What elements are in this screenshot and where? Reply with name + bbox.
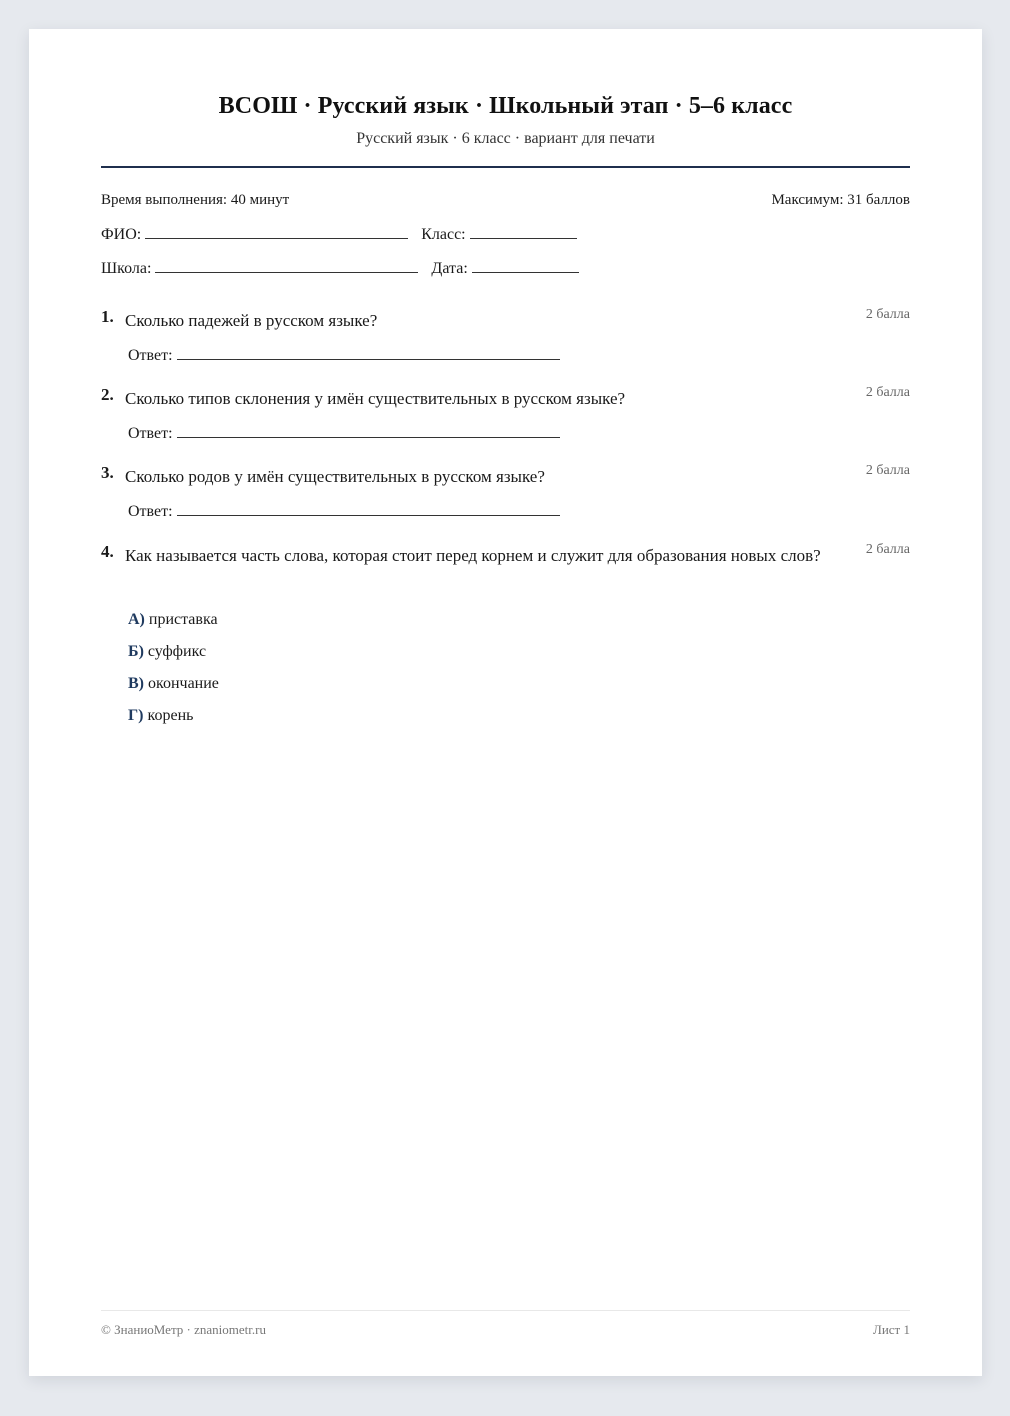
question-text: Сколько падежей в русском языке? (125, 311, 378, 330)
answer-field-3[interactable] (177, 501, 560, 516)
option-text: суффикс (147, 643, 207, 660)
question-points: 2 балла (865, 307, 910, 322)
fio-label: ФИО: (101, 226, 142, 243)
answer-row-1 (128, 345, 560, 365)
option-d[interactable] (128, 707, 193, 725)
footer-sheet-number: Лист 1 (873, 1322, 910, 1337)
date-label: Дата: (431, 260, 468, 277)
page-subtitle: Русский язык · 6 класс · вариант для печати (356, 130, 655, 147)
question-number: 4. (101, 542, 114, 561)
school-field[interactable] (155, 258, 418, 273)
option-a[interactable] (128, 611, 218, 629)
question-number: 1. (101, 307, 114, 326)
question-points: 2 балла (865, 385, 910, 400)
question-number: 3. (101, 463, 114, 482)
option-letter: А) (128, 611, 145, 628)
option-text: корень (147, 707, 194, 724)
answer-field-1[interactable] (177, 345, 560, 360)
header-divider (101, 166, 910, 168)
page-title: ВСОШ · Русский язык · Школьный этап · 5–6 класс (218, 93, 793, 119)
option-letter: В) (128, 675, 144, 692)
question-text: Сколько родов у имён существительных в русском языке? (125, 467, 545, 486)
exam-sheet (29, 29, 982, 1376)
answer-row-3 (128, 501, 560, 521)
question-text: Как называется часть слова, которая стоит перед корнем и служит для образования новых слов? (125, 546, 821, 565)
option-letter: Г) (128, 707, 144, 724)
time-limit: Время выполнения: 40 минут (101, 192, 290, 208)
answer-label: Ответ: (128, 425, 173, 442)
answer-label: Ответ: (128, 347, 173, 364)
class-field[interactable] (470, 224, 577, 239)
option-c[interactable] (128, 675, 219, 693)
date-field[interactable] (472, 258, 579, 273)
fio-class-row (101, 224, 577, 244)
option-text: окончание (148, 675, 219, 692)
option-letter: Б) (128, 643, 144, 660)
sheet-content (101, 29, 910, 1376)
max-score: Максимум: 31 баллов (771, 192, 910, 208)
option-text: приставка (148, 611, 218, 628)
question-points: 2 балла (865, 463, 910, 478)
question-points: 2 балла (865, 542, 910, 557)
class-label: Класс: (421, 226, 466, 243)
footer-divider (101, 1310, 910, 1311)
question-text: Сколько типов склонения у имён существительных в русском языке? (125, 389, 626, 408)
fio-field[interactable] (145, 224, 408, 239)
question-number: 2. (101, 385, 114, 404)
footer-copyright: © ЗнаниоМетр · znaniometr.ru (101, 1322, 266, 1337)
answer-field-2[interactable] (177, 423, 560, 438)
option-b[interactable] (128, 643, 206, 661)
answer-row-2 (128, 423, 560, 443)
school-label: Школа: (101, 260, 152, 277)
answer-label: Ответ: (128, 503, 173, 520)
school-date-row (101, 258, 579, 278)
